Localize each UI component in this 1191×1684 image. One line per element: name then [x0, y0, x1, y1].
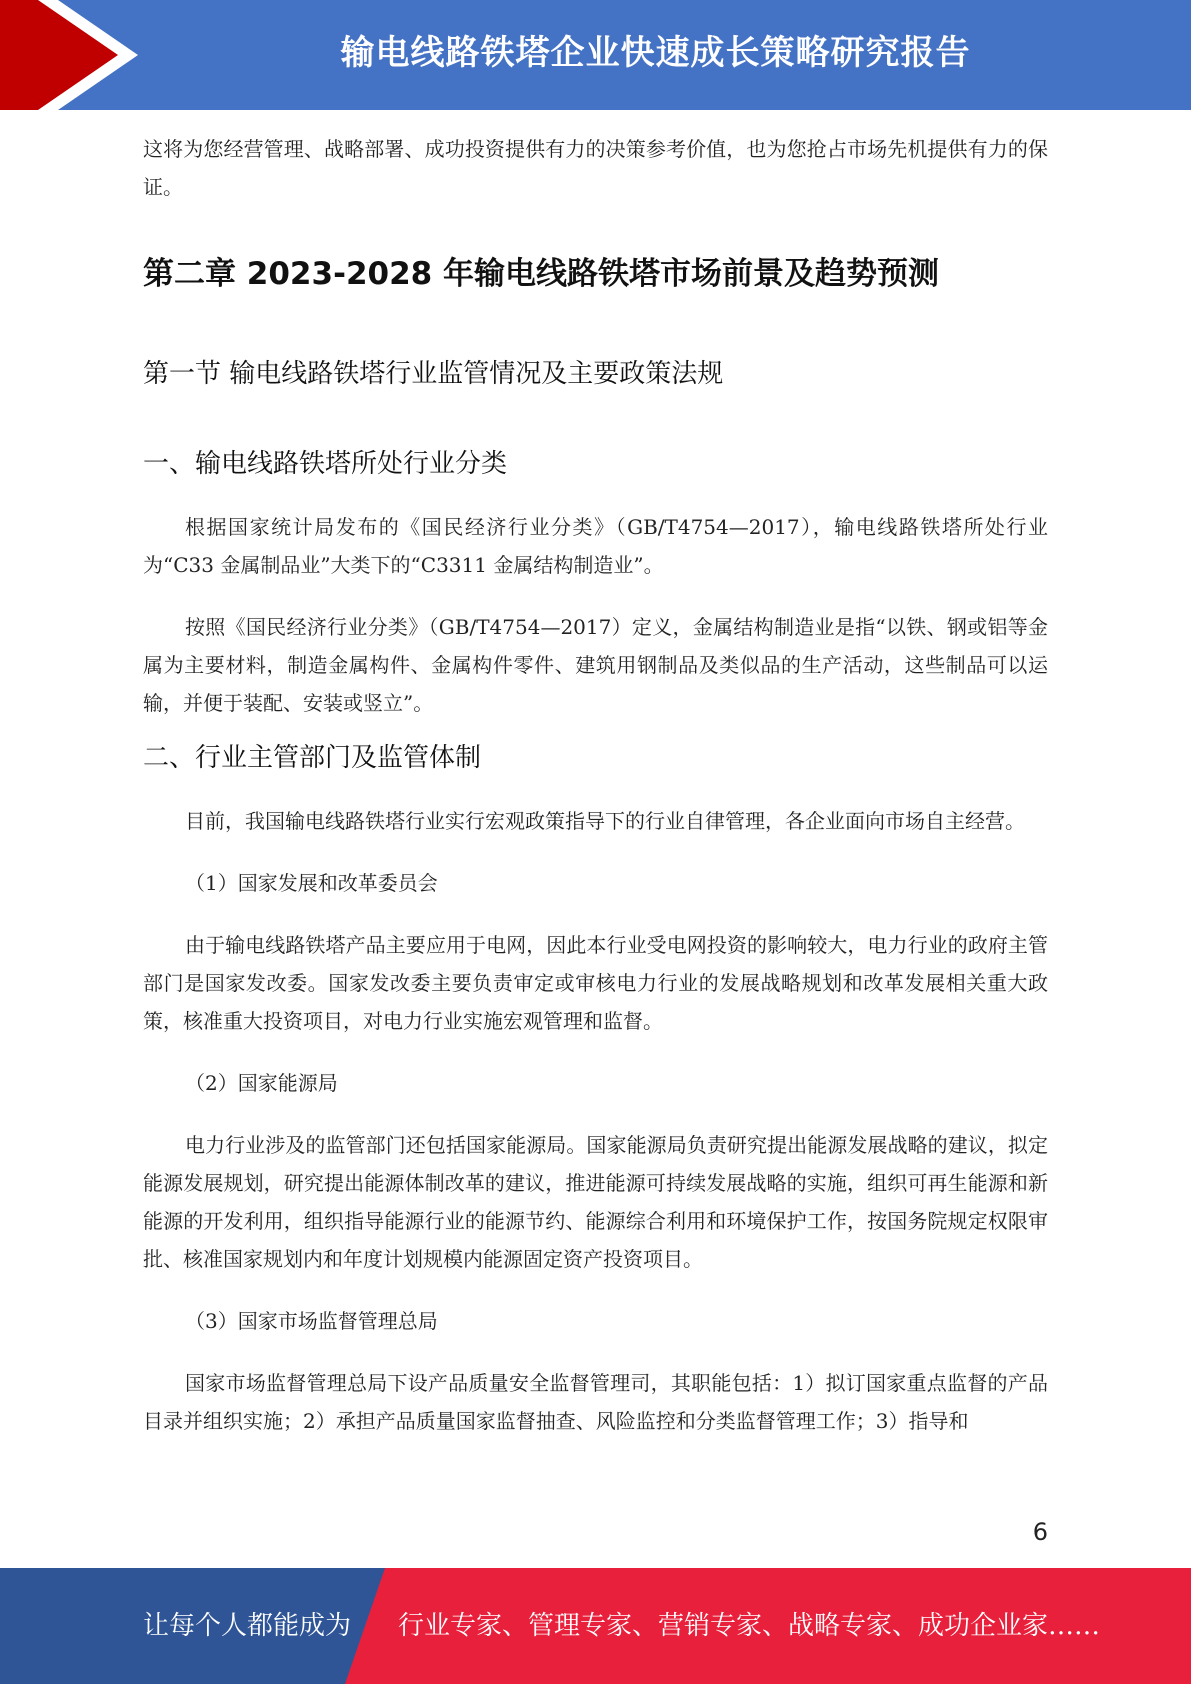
paragraph-classification: 根据国家统计局发布的《国民经济行业分类》（GB/T4754—2017），输电线路铁塔所处行业为“C33 金属制品业”大类下的“C3311 金属结构制造业”。 — [143, 515, 1048, 577]
header-red-chevron — [0, 0, 150, 110]
page-content — [143, 130, 1048, 1440]
report-title: 输电线路铁塔企业快速成长策略研究报告 — [340, 33, 971, 73]
paragraph-definition: 按照《国民经济行业分类》（GB/T4754—2017）定义，金属结构制造业是指“以铁、钢或铝等金属为主要材料，制造金属构件、金属构件零件、建筑用钢制品及类似品的生产活动，这些制品可以运输，并便于装配、安装或竖立”。 — [143, 615, 1048, 715]
paragraph-self-regulation: 目前，我国输电线路铁塔行业实行宏观政策指导下的行业自律管理，各企业面向市场自主经营。 — [185, 809, 1025, 833]
chapter-title: 第二章 2023-2028 年输电线路铁塔市场前景及趋势预测 — [143, 256, 940, 292]
paragraph-nea: 电力行业涉及的监管部门还包括国家能源局。国家能源局负责研究提出能源发展战略的建议，拟定能源发展规划，研究提出能源体制改革的建议，推进能源可持续发展战略的实施，组织可再生能源和新能源的开发利用，组织指导能源行业的能源节约、能源综合利用和环境保护工作，按国务院规定权限审批、核准国家规划内和年度计划规模内能源固定资产投资项目。 — [143, 1133, 1048, 1271]
footer-slogan-right: 行业专家、管理专家、营销专家、战略专家、成功企业家…… — [398, 1611, 1101, 1641]
footer-slogan-left: 让每个人都能成为 — [143, 1611, 352, 1641]
footer-banner — [0, 1568, 1191, 1684]
item-nea: （2）国家能源局 — [185, 1071, 338, 1095]
item-ndrc: （1）国家发展和改革委员会 — [185, 871, 438, 895]
header-banner — [0, 0, 1191, 110]
section-title: 第一节 输电线路铁塔行业监管情况及主要政策法规 — [143, 359, 724, 389]
page-number: 6 — [1032, 1518, 1048, 1546]
item-samr: （3）国家市场监督管理总局 — [185, 1309, 438, 1333]
heading-industry-classification: 一、输电线路铁塔所处行业分类 — [143, 449, 508, 479]
intro-paragraph: 这将为您经营管理、战略部署、成功投资提供有力的决策参考价值，也为您抢占市场先机提供有力的保证。 — [143, 137, 1048, 199]
heading-regulatory-system: 二、行业主管部门及监管体制 — [143, 743, 482, 773]
paragraph-samr: 国家市场监督管理总局下设产品质量安全监督管理司，其职能包括：1）拟订国家重点监督的产品目录并组织实施；2）承担产品质量国家监督抽查、风险监控和分类监督管理工作；3）指导和 — [143, 1371, 1048, 1433]
paragraph-ndrc: 由于输电线路铁塔产品主要应用于电网，因此本行业受电网投资的影响较大，电力行业的政府主管部门是国家发改委。国家发改委主要负责审定或审核电力行业的发展战略规划和改革发展相关重大政策，核准重大投资项目，对电力行业实施宏观管理和监督。 — [143, 933, 1048, 1033]
